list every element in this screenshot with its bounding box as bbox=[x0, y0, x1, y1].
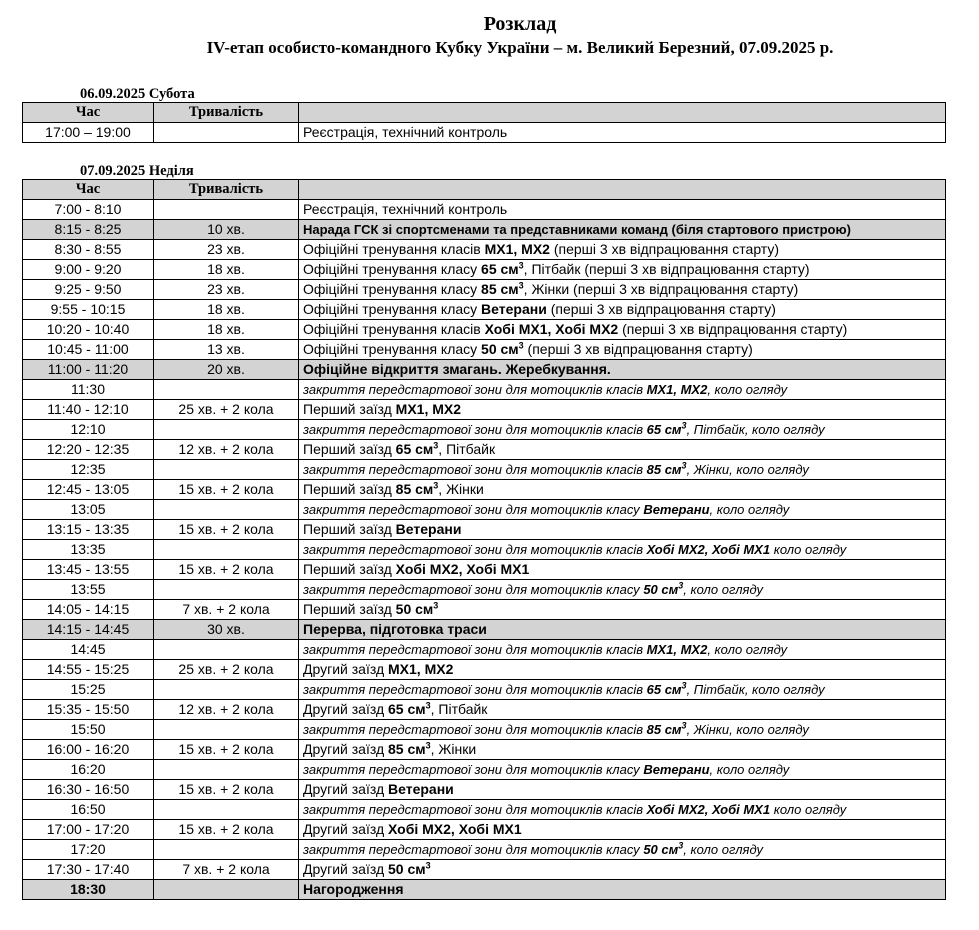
duration-cell: 10 хв. bbox=[154, 220, 299, 240]
time-cell: 15:35 - 15:50 bbox=[23, 700, 154, 720]
duration-cell: 12 хв. + 2 кола bbox=[154, 440, 299, 460]
superscript: 3 bbox=[433, 600, 439, 611]
table-row bbox=[23, 480, 946, 500]
superscript: 3 bbox=[425, 860, 431, 871]
event-cell bbox=[299, 720, 946, 740]
class-name: МХ1, МХ2 bbox=[646, 382, 708, 397]
event-cell bbox=[299, 820, 946, 840]
table-row bbox=[23, 540, 946, 560]
table-row bbox=[23, 720, 946, 740]
event-text: Другий заїзд bbox=[303, 781, 389, 797]
day1-header-row bbox=[23, 103, 946, 123]
event-cell bbox=[299, 540, 946, 560]
col-event-header bbox=[299, 103, 946, 123]
duration-cell bbox=[154, 580, 299, 600]
superscript: 3 bbox=[681, 680, 687, 691]
event-text: , Пітбайк bbox=[430, 701, 488, 717]
event-text: , коло огляду bbox=[707, 382, 788, 397]
event-text: Офіційні тренування класу bbox=[303, 301, 482, 317]
superscript: 3 bbox=[518, 280, 524, 291]
duration-cell bbox=[154, 500, 299, 520]
event-text: Офіційні тренування класів bbox=[303, 321, 485, 337]
time-cell: 9:55 - 10:15 bbox=[23, 300, 154, 320]
superscript: 3 bbox=[433, 480, 439, 491]
day2-label: 07.09.2025 Неділя bbox=[80, 163, 194, 179]
event-text: закриття передстартової зони для мотоциклів класів bbox=[303, 642, 647, 657]
duration-cell: 25 хв. + 2 кола bbox=[154, 400, 299, 420]
day1-table bbox=[22, 102, 946, 143]
event-cell: Нагородження bbox=[299, 880, 946, 900]
time-cell: 12:10 bbox=[23, 420, 154, 440]
time-cell: 16:00 - 16:20 bbox=[23, 740, 154, 760]
event-cell bbox=[299, 460, 946, 480]
event-text: закриття передстартової зони для мотоциклів класу bbox=[303, 502, 644, 517]
time-cell: 15:25 bbox=[23, 680, 154, 700]
time-cell: 15:50 bbox=[23, 720, 154, 740]
day2-header-row bbox=[23, 180, 946, 200]
table-row bbox=[23, 123, 946, 143]
table-row bbox=[23, 240, 946, 260]
duration-cell bbox=[154, 460, 299, 480]
event-cell bbox=[299, 840, 946, 860]
event-cell bbox=[299, 260, 946, 280]
time-cell: 13:15 - 13:35 bbox=[23, 520, 154, 540]
duration-cell bbox=[154, 540, 299, 560]
event-cell bbox=[299, 700, 946, 720]
class-name: 50 см bbox=[643, 582, 679, 597]
duration-cell: 15 хв. + 2 кола bbox=[154, 480, 299, 500]
superscript: 3 bbox=[425, 700, 431, 711]
event-text: коло огляду bbox=[770, 542, 847, 557]
event-text: закриття передстартової зони для мотоциклів класів bbox=[303, 462, 647, 477]
class-name: 85 см bbox=[395, 481, 434, 497]
duration-cell: 20 хв. bbox=[154, 360, 299, 380]
event-text: Перший заїзд bbox=[303, 561, 396, 577]
table-row bbox=[23, 860, 946, 880]
event-text: Другий заїзд bbox=[303, 701, 389, 717]
class-name: 65 см bbox=[646, 682, 682, 697]
event-cell bbox=[299, 300, 946, 320]
event-text: Другий заїзд bbox=[303, 861, 389, 877]
event-text: Перший заїзд bbox=[303, 441, 396, 457]
time-cell: 7:00 - 8:10 bbox=[23, 200, 154, 220]
superscript: 3 bbox=[681, 720, 687, 731]
event-cell bbox=[299, 600, 946, 620]
class-name: 50 см bbox=[481, 341, 519, 357]
table-row bbox=[23, 520, 946, 540]
class-name: Ветерани bbox=[643, 502, 710, 517]
class-name: 65 см bbox=[388, 701, 426, 717]
event-cell: Офіційне відкриття змагань. Жеребкування. bbox=[299, 360, 946, 380]
class-name: МХ1, МХ2 bbox=[484, 241, 550, 257]
event-text: , коло огляду bbox=[683, 842, 764, 857]
event-text: Офіційні тренування класів bbox=[303, 241, 485, 257]
duration-cell bbox=[154, 800, 299, 820]
event-text: , Жінки, коло огляду bbox=[686, 722, 809, 737]
event-text: , коло огляду bbox=[683, 582, 764, 597]
event-cell: Нарада ГСК зі спортсменами та представниками команд (біля стартового пристрою) bbox=[299, 220, 946, 240]
table-row bbox=[23, 420, 946, 440]
time-cell: 9:00 - 9:20 bbox=[23, 260, 154, 280]
duration-cell: 15 хв. + 2 кола bbox=[154, 820, 299, 840]
col-time-header: Час bbox=[23, 103, 154, 123]
duration-cell bbox=[154, 640, 299, 660]
time-cell: 9:25 - 9:50 bbox=[23, 280, 154, 300]
event-cell bbox=[299, 480, 946, 500]
time-cell: 12:35 bbox=[23, 460, 154, 480]
duration-cell bbox=[154, 760, 299, 780]
event-cell bbox=[299, 240, 946, 260]
event-text: закриття передстартової зони для мотоциклів класів bbox=[303, 682, 647, 697]
day1-label: 06.09.2025 Субота bbox=[80, 86, 195, 102]
event-text: закриття передстартової зони для мотоциклів класів bbox=[303, 802, 647, 817]
class-name: Хобі МХ2, Хобі МХ1 bbox=[646, 542, 771, 557]
event-cell bbox=[299, 340, 946, 360]
time-cell: 14:05 - 14:15 bbox=[23, 600, 154, 620]
event-text: , коло огляду bbox=[707, 642, 788, 657]
time-cell: 17:00 – 19:00 bbox=[23, 123, 154, 143]
time-cell: 16:50 bbox=[23, 800, 154, 820]
event-text: закриття передстартової зони для мотоциклів класу bbox=[303, 762, 644, 777]
time-cell: 16:20 bbox=[23, 760, 154, 780]
event-cell bbox=[299, 660, 946, 680]
event-text: коло огляду bbox=[770, 802, 847, 817]
table-row bbox=[23, 800, 946, 820]
superscript: 3 bbox=[678, 840, 684, 851]
duration-cell bbox=[154, 380, 299, 400]
col-event-header bbox=[299, 180, 946, 200]
event-text: Другий заїзд bbox=[303, 661, 389, 677]
event-text: Офіційні тренування класу bbox=[303, 341, 482, 357]
event-text: закриття передстартової зони для мотоциклів класів bbox=[303, 422, 647, 437]
event-text: , Жінки (перші 3 хв відпрацювання старту) bbox=[523, 281, 799, 297]
event-text: Перший заїзд bbox=[303, 601, 396, 617]
event-text: закриття передстартової зони для мотоциклів класу bbox=[303, 582, 644, 597]
col-duration-header: Тривалість bbox=[154, 180, 299, 200]
event-text: (перші 3 хв відпрацювання старту) bbox=[549, 241, 780, 257]
time-cell: 10:20 - 10:40 bbox=[23, 320, 154, 340]
class-name: 50 см bbox=[643, 842, 679, 857]
table-row bbox=[23, 280, 946, 300]
event-cell bbox=[299, 760, 946, 780]
event-text: Перший заїзд bbox=[303, 521, 396, 537]
time-cell: 16:30 - 16:50 bbox=[23, 780, 154, 800]
class-name: Ветерани bbox=[395, 521, 462, 537]
table-row bbox=[23, 580, 946, 600]
event-cell bbox=[299, 420, 946, 440]
event-text: , Жінки bbox=[430, 741, 477, 757]
class-name: Хобі МХ2, Хобі МХ1 bbox=[395, 561, 530, 577]
duration-cell: 18 хв. bbox=[154, 320, 299, 340]
class-name: 85 см bbox=[388, 741, 426, 757]
table-row bbox=[23, 820, 946, 840]
time-cell: 11:00 - 11:20 bbox=[23, 360, 154, 380]
event-text: закриття передстартової зони для мотоциклів класів bbox=[303, 382, 647, 397]
time-cell: 10:45 - 11:00 bbox=[23, 340, 154, 360]
table-row bbox=[23, 200, 946, 220]
duration-cell: 7 хв. + 2 кола bbox=[154, 860, 299, 880]
time-cell: 13:55 bbox=[23, 580, 154, 600]
duration-cell bbox=[154, 720, 299, 740]
class-name: 85 см bbox=[481, 281, 519, 297]
event-text: Перший заїзд bbox=[303, 481, 396, 497]
duration-cell: 23 хв. bbox=[154, 240, 299, 260]
page-subtitle: IV-етап особисто-командного Кубку України – м. Великий Березний, 07.09.2025 р. bbox=[206, 38, 834, 57]
time-cell: 12:45 - 13:05 bbox=[23, 480, 154, 500]
duration-cell bbox=[154, 200, 299, 220]
event-cell: Реєстрація, технічний контроль bbox=[299, 123, 946, 143]
class-name: МХ1, МХ2 bbox=[395, 401, 462, 417]
event-text: (перші 3 хв відпрацювання старту) bbox=[546, 301, 776, 317]
table-row bbox=[23, 620, 946, 640]
event-text: , Жінки, коло огляду bbox=[686, 462, 809, 477]
event-cell: Перерва, підготовка траси bbox=[299, 620, 946, 640]
event-text: закриття передстартової зони для мотоциклів класів bbox=[303, 722, 647, 737]
duration-cell: 30 хв. bbox=[154, 620, 299, 640]
table-row bbox=[23, 340, 946, 360]
table-row bbox=[23, 360, 946, 380]
time-cell: 14:15 - 14:45 bbox=[23, 620, 154, 640]
event-text: , Пітбайк bbox=[438, 441, 496, 457]
duration-cell: 15 хв. + 2 кола bbox=[154, 520, 299, 540]
superscript: 3 bbox=[518, 340, 524, 351]
class-name: 85 см bbox=[646, 462, 682, 477]
event-text: (перші 3 хв відпрацювання старту) bbox=[523, 341, 753, 357]
table-row bbox=[23, 600, 946, 620]
event-text: , Пітбайк, коло огляду bbox=[686, 682, 825, 697]
event-cell bbox=[299, 640, 946, 660]
class-name: Ветерани bbox=[643, 762, 710, 777]
class-name: Хобі МХ2, Хобі МХ1 bbox=[388, 821, 522, 837]
table-row bbox=[23, 640, 946, 660]
time-cell: 18:30 bbox=[23, 880, 154, 900]
class-name: Ветерани bbox=[481, 301, 547, 317]
time-cell: 17:00 - 17:20 bbox=[23, 820, 154, 840]
duration-cell: 23 хв. bbox=[154, 280, 299, 300]
duration-cell: 25 хв. + 2 кола bbox=[154, 660, 299, 680]
event-cell bbox=[299, 680, 946, 700]
time-cell: 14:55 - 15:25 bbox=[23, 660, 154, 680]
class-name: МХ1, МХ2 bbox=[646, 642, 708, 657]
table-row bbox=[23, 780, 946, 800]
table-row bbox=[23, 660, 946, 680]
table-row bbox=[23, 680, 946, 700]
class-name: 65 см bbox=[395, 441, 434, 457]
time-cell: 11:30 bbox=[23, 380, 154, 400]
table-row bbox=[23, 500, 946, 520]
class-name: 85 см bbox=[646, 722, 682, 737]
duration-cell bbox=[154, 880, 299, 900]
table-row bbox=[23, 260, 946, 280]
table-row bbox=[23, 560, 946, 580]
event-text: Офіційні тренування класу bbox=[303, 261, 482, 277]
duration-cell: 12 хв. + 2 кола bbox=[154, 700, 299, 720]
duration-cell bbox=[154, 420, 299, 440]
table-row bbox=[23, 880, 946, 900]
col-duration-header: Тривалість bbox=[154, 103, 299, 123]
time-cell: 8:15 - 8:25 bbox=[23, 220, 154, 240]
event-cell bbox=[299, 440, 946, 460]
event-cell bbox=[299, 800, 946, 820]
event-cell bbox=[299, 860, 946, 880]
table-row bbox=[23, 440, 946, 460]
duration-cell bbox=[154, 840, 299, 860]
table-row bbox=[23, 380, 946, 400]
table-row bbox=[23, 300, 946, 320]
duration-cell: 18 хв. bbox=[154, 260, 299, 280]
class-name: МХ1, МХ2 bbox=[388, 661, 454, 677]
event-cell bbox=[299, 740, 946, 760]
table-row bbox=[23, 700, 946, 720]
day2-table bbox=[22, 179, 946, 900]
duration-cell: 18 хв. bbox=[154, 300, 299, 320]
duration-cell: 15 хв. + 2 кола bbox=[154, 740, 299, 760]
time-cell: 12:20 - 12:35 bbox=[23, 440, 154, 460]
duration-cell bbox=[154, 123, 299, 143]
time-cell: 11:40 - 12:10 bbox=[23, 400, 154, 420]
table-row bbox=[23, 740, 946, 760]
time-cell: 13:45 - 13:55 bbox=[23, 560, 154, 580]
event-cell bbox=[299, 320, 946, 340]
event-cell bbox=[299, 500, 946, 520]
col-time-header: Час bbox=[23, 180, 154, 200]
event-text: (перші 3 хв відпрацювання старту) bbox=[618, 321, 848, 337]
table-row bbox=[23, 760, 946, 780]
event-text: закриття передстартової зони для мотоциклів класу bbox=[303, 842, 644, 857]
event-text: Офіційні тренування класу bbox=[303, 281, 482, 297]
event-text: , коло огляду bbox=[709, 762, 790, 777]
event-cell bbox=[299, 560, 946, 580]
class-name: Хобі МХ2, Хобі МХ1 bbox=[646, 802, 771, 817]
superscript: 3 bbox=[518, 260, 524, 271]
page-title: Розклад bbox=[483, 13, 557, 35]
time-cell: 14:45 bbox=[23, 640, 154, 660]
event-text: , коло огляду bbox=[709, 502, 790, 517]
duration-cell: 13 хв. bbox=[154, 340, 299, 360]
table-row bbox=[23, 220, 946, 240]
superscript: 3 bbox=[681, 460, 687, 471]
superscript: 3 bbox=[425, 740, 431, 751]
event-text: закриття передстартової зони для мотоциклів класів bbox=[303, 542, 647, 557]
event-cell bbox=[299, 400, 946, 420]
event-cell bbox=[299, 380, 946, 400]
duration-cell: 15 хв. + 2 кола bbox=[154, 780, 299, 800]
event-text: Перший заїзд bbox=[303, 401, 396, 417]
event-text: , Пітбайк (перші 3 хв відпрацювання старту) bbox=[523, 261, 810, 277]
class-name: 65 см bbox=[646, 422, 682, 437]
table-row bbox=[23, 840, 946, 860]
duration-cell: 15 хв. + 2 кола bbox=[154, 560, 299, 580]
event-cell bbox=[299, 280, 946, 300]
table-row bbox=[23, 400, 946, 420]
table-row bbox=[23, 320, 946, 340]
class-name: 65 см bbox=[481, 261, 519, 277]
table-row bbox=[23, 460, 946, 480]
class-name: Ветерани bbox=[388, 781, 454, 797]
event-cell bbox=[299, 780, 946, 800]
event-text: , Пітбайк, коло огляду bbox=[686, 422, 825, 437]
time-cell: 8:30 - 8:55 bbox=[23, 240, 154, 260]
event-cell bbox=[299, 580, 946, 600]
event-cell bbox=[299, 520, 946, 540]
time-cell: 13:05 bbox=[23, 500, 154, 520]
time-cell: 13:35 bbox=[23, 540, 154, 560]
event-text: , Жінки bbox=[438, 481, 484, 497]
class-name: 50 см bbox=[388, 861, 426, 877]
superscript: 3 bbox=[433, 440, 439, 451]
class-name: Хобі МХ1, Хобі МХ2 bbox=[484, 321, 619, 337]
duration-cell bbox=[154, 680, 299, 700]
event-cell: Реєстрація, технічний контроль bbox=[299, 200, 946, 220]
time-cell: 17:20 bbox=[23, 840, 154, 860]
event-text: Другий заїзд bbox=[303, 741, 389, 757]
superscript: 3 bbox=[678, 580, 684, 591]
event-text: Другий заїзд bbox=[303, 821, 389, 837]
time-cell: 17:30 - 17:40 bbox=[23, 860, 154, 880]
class-name: 50 см bbox=[395, 601, 434, 617]
superscript: 3 bbox=[681, 420, 687, 431]
duration-cell: 7 хв. + 2 кола bbox=[154, 600, 299, 620]
